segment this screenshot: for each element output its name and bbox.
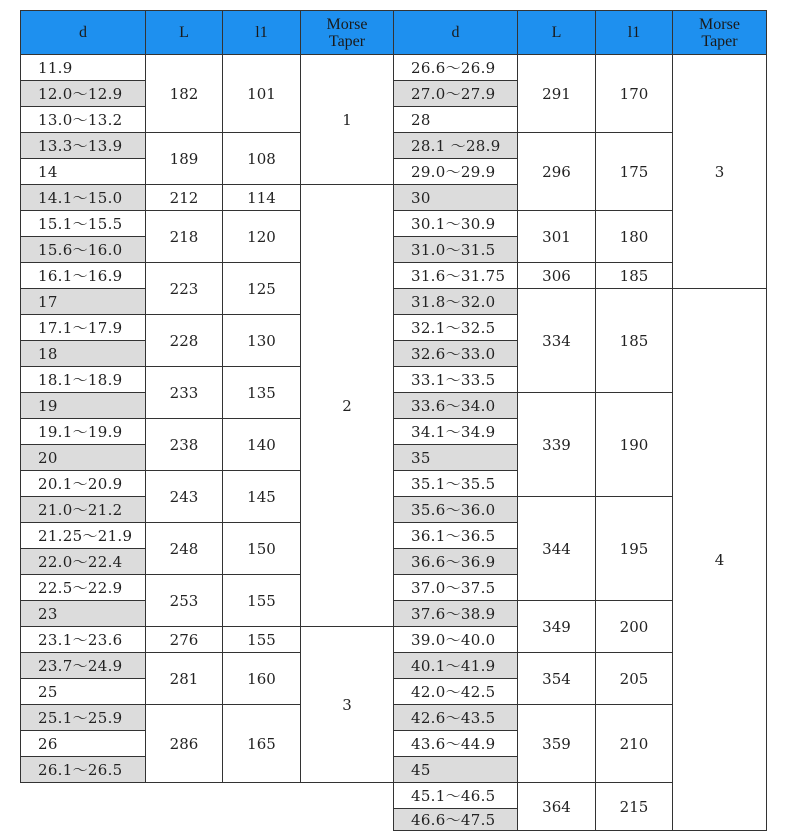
l1-cell: 114 (222, 184, 301, 211)
size-cell: 31.6～31.75 (393, 262, 518, 289)
taper-cell: 2 (300, 184, 394, 627)
length-cell: 334 (517, 288, 596, 393)
l1-cell: 155 (222, 626, 301, 653)
size-cell: 26.1～26.5 (20, 756, 146, 783)
length-cell: 359 (517, 704, 596, 783)
length-cell: 276 (145, 626, 223, 653)
size-cell: 21.0～21.2 (20, 496, 146, 523)
length-cell: 301 (517, 210, 596, 263)
l1-cell: 170 (595, 54, 673, 133)
length-cell: 281 (145, 652, 223, 705)
column-header: l1 (222, 10, 301, 55)
length-cell: 354 (517, 652, 596, 705)
size-cell: 17.1～17.9 (20, 314, 146, 341)
l1-cell: 101 (222, 54, 301, 133)
size-cell: 26.6～26.9 (393, 54, 518, 81)
length-cell: 296 (517, 132, 596, 211)
l1-cell: 135 (222, 366, 301, 419)
l1-cell: 200 (595, 600, 673, 653)
l1-cell: 215 (595, 782, 673, 831)
size-cell: 31.0～31.5 (393, 236, 518, 263)
size-cell: 33.6～34.0 (393, 392, 518, 419)
size-cell: 15.6～16.0 (20, 236, 146, 263)
l1-cell: 125 (222, 262, 301, 315)
size-cell: 11.9 (20, 54, 146, 81)
size-cell: 13.3～13.9 (20, 132, 146, 159)
size-cell: 16.1～16.9 (20, 262, 146, 289)
column-header: d (20, 10, 146, 55)
size-cell: 31.8～32.0 (393, 288, 518, 315)
l1-cell: 165 (222, 704, 301, 783)
l1-cell: 160 (222, 652, 301, 705)
size-cell: 23 (20, 600, 146, 627)
size-cell: 22.0～22.4 (20, 548, 146, 575)
size-cell: 37.0～37.5 (393, 574, 518, 601)
size-cell: 25 (20, 678, 146, 705)
column-header: L (517, 10, 596, 55)
size-cell: 45 (393, 756, 518, 783)
size-cell: 35.1～35.5 (393, 470, 518, 497)
l1-cell: 155 (222, 574, 301, 627)
size-cell: 33.1～33.5 (393, 366, 518, 393)
taper-cell: 1 (300, 54, 394, 185)
size-cell: 20.1～20.9 (20, 470, 146, 497)
length-cell: 233 (145, 366, 223, 419)
column-header: Morse Taper (672, 10, 767, 55)
size-cell: 14.1～15.0 (20, 184, 146, 211)
column-header: Morse Taper (300, 10, 394, 55)
length-cell: 228 (145, 314, 223, 367)
length-cell: 243 (145, 470, 223, 523)
size-cell: 36.6～36.9 (393, 548, 518, 575)
size-cell: 22.5～22.9 (20, 574, 146, 601)
size-cell: 43.6～44.9 (393, 730, 518, 757)
l1-cell: 185 (595, 288, 673, 393)
size-cell: 34.1～34.9 (393, 418, 518, 445)
size-cell: 40.1～41.9 (393, 652, 518, 679)
l1-cell: 150 (222, 522, 301, 575)
size-cell: 23.7～24.9 (20, 652, 146, 679)
length-cell: 189 (145, 132, 223, 185)
taper-cell: 3 (300, 626, 394, 783)
size-cell: 25.1～25.9 (20, 704, 146, 731)
l1-cell: 108 (222, 132, 301, 185)
length-cell: 238 (145, 418, 223, 471)
l1-cell: 120 (222, 210, 301, 263)
size-cell: 12.0～12.9 (20, 80, 146, 107)
length-cell: 364 (517, 782, 596, 831)
column-header: L (145, 10, 223, 55)
size-cell: 42.6～43.5 (393, 704, 518, 731)
size-cell: 45.1～46.5 (393, 782, 518, 809)
column-header: d (393, 10, 518, 55)
length-cell: 223 (145, 262, 223, 315)
l1-cell: 130 (222, 314, 301, 367)
size-cell: 28.1 ～28.9 (393, 132, 518, 159)
length-cell: 248 (145, 522, 223, 575)
l1-cell: 185 (595, 262, 673, 289)
size-cell: 19 (20, 392, 146, 419)
size-cell: 21.25～21.9 (20, 522, 146, 549)
column-header: l1 (595, 10, 673, 55)
size-cell: 18.1～18.9 (20, 366, 146, 393)
size-cell: 35.6～36.0 (393, 496, 518, 523)
length-cell: 212 (145, 184, 223, 211)
length-cell: 218 (145, 210, 223, 263)
l1-cell: 210 (595, 704, 673, 783)
size-cell: 32.6～33.0 (393, 340, 518, 367)
length-cell: 344 (517, 496, 596, 601)
size-cell: 26 (20, 730, 146, 757)
length-cell: 291 (517, 54, 596, 133)
size-cell: 13.0～13.2 (20, 106, 146, 133)
size-cell: 18 (20, 340, 146, 367)
l1-cell: 205 (595, 652, 673, 705)
size-cell: 30 (393, 184, 518, 211)
l1-cell: 195 (595, 496, 673, 601)
size-cell: 36.1～36.5 (393, 522, 518, 549)
size-cell: 27.0～27.9 (393, 80, 518, 107)
l1-cell: 180 (595, 210, 673, 263)
size-cell: 19.1～19.9 (20, 418, 146, 445)
size-cell: 15.1～15.5 (20, 210, 146, 237)
length-cell: 349 (517, 600, 596, 653)
size-cell: 29.0～29.9 (393, 158, 518, 185)
size-cell: 32.1～32.5 (393, 314, 518, 341)
size-cell: 46.6～47.5 (393, 808, 518, 831)
length-cell: 339 (517, 392, 596, 497)
size-cell: 30.1～30.9 (393, 210, 518, 237)
size-cell: 35 (393, 444, 518, 471)
size-cell: 42.0～42.5 (393, 678, 518, 705)
size-cell: 23.1～23.6 (20, 626, 146, 653)
l1-cell: 145 (222, 470, 301, 523)
taper-cell: 4 (672, 288, 767, 831)
size-cell: 17 (20, 288, 146, 315)
length-cell: 306 (517, 262, 596, 289)
size-cell: 37.6～38.9 (393, 600, 518, 627)
length-cell: 286 (145, 704, 223, 783)
size-cell: 39.0～40.0 (393, 626, 518, 653)
l1-cell: 190 (595, 392, 673, 497)
size-cell: 20 (20, 444, 146, 471)
size-cell: 14 (20, 158, 146, 185)
length-cell: 253 (145, 574, 223, 627)
taper-cell: 3 (672, 54, 767, 289)
size-cell: 28 (393, 106, 518, 133)
l1-cell: 175 (595, 132, 673, 211)
l1-cell: 140 (222, 418, 301, 471)
length-cell: 182 (145, 54, 223, 133)
